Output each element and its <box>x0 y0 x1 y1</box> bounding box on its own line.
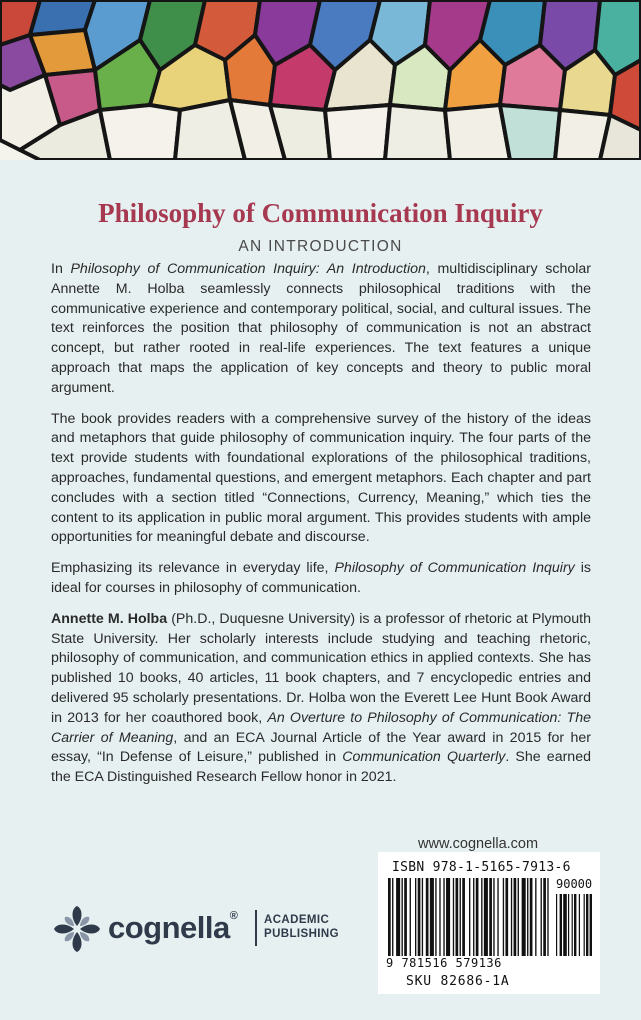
text-span: In <box>51 261 71 277</box>
barcode-bar <box>415 878 416 956</box>
addon-barcode-bar <box>560 894 562 956</box>
cognella-flower-icon <box>52 904 102 954</box>
barcode-bar <box>527 878 528 956</box>
barcode-bar <box>422 878 423 956</box>
brand-name: cognella <box>108 910 230 945</box>
barcode-bar <box>473 878 474 956</box>
barcode-bar <box>396 878 400 956</box>
author-name: Annette M. Holba <box>51 610 168 627</box>
barcode-bar <box>541 878 542 956</box>
addon-barcode-bar <box>579 894 580 956</box>
imprint-line: ACADEMIC <box>264 914 330 926</box>
text-span: . She earned the ECA Distinguished Research Fellow honor in 2021. <box>51 749 591 786</box>
barcode-bar <box>493 878 494 956</box>
text-span: (Ph.D., Duquesne University) is a professor of rhetoric at Plymouth State University. Her scholarly interests include studying and teaching rhetoric, philosophy of communication, and communication ethics in applied contexts. She has published 10 books, 40 articles, 11 book chapters, and 7 encyclopedic entries and delivered 95 scholarly presentations. Dr. Holba won the Everett Lee Hunt Book Award in 2013 for her coauthored book, <box>51 610 592 726</box>
addon-barcode-bar <box>586 894 588 956</box>
barcode-bars <box>378 852 600 994</box>
barcode-bar <box>484 878 488 956</box>
barcode-bar <box>410 878 411 956</box>
barcode-bar <box>530 878 533 956</box>
paragraph-author-bio <box>51 610 591 788</box>
imprint-line: PUBLISHING <box>264 928 339 940</box>
publisher-website: www.cognella.com <box>418 836 539 852</box>
paragraph-intro <box>51 260 591 399</box>
barcode-bar <box>514 878 517 956</box>
book-title-italic: Philosophy of Communication Inquiry <box>334 560 575 577</box>
barcode-bar <box>497 878 498 956</box>
barcode-bar <box>443 878 444 956</box>
barcode-bar <box>511 878 512 956</box>
barcode-bar <box>518 878 519 956</box>
barcode-bar <box>522 878 526 956</box>
barcode-bar <box>460 878 461 956</box>
barcode-bar <box>503 878 504 956</box>
text-span: , and an ECA Journal Article of the Year award in 2015 for her essay, “In Defense of Leisure,” published in <box>51 729 591 766</box>
addon-barcode-bar <box>574 894 576 956</box>
book-subtitle: AN INTRODUCTION <box>238 238 403 255</box>
barcode-label <box>378 852 600 994</box>
addon-barcode-bar <box>572 894 573 956</box>
barcode-bar <box>481 878 482 956</box>
back-cover-description <box>51 260 591 799</box>
paragraph-survey: The book provides readers with a comprehensive survey of the history of the ideas and metaphors that guide philosophy of communication inquiry. The four parts of the text provide students with foundational explorations of the philosophical traditions, approaches, fundamental questions, and emergent metaphors. Each chapter and part concludes with a section titled “Connections, Currency, Meaning,” which ties the content to its application in public moral argument. This provides students with ample opportunities for meaningful debate and discourse. <box>51 410 591 546</box>
barcode-bar <box>535 878 536 956</box>
barcode-bar <box>388 878 391 956</box>
addon-barcode-bar <box>563 894 567 956</box>
barcode-bar <box>489 878 492 956</box>
publisher-imprint <box>264 913 339 941</box>
publisher-logo <box>52 902 362 958</box>
paragraph-relevance <box>51 559 591 599</box>
barcode-bar <box>476 878 479 956</box>
barcode-bar <box>543 878 546 956</box>
barcode-bar <box>453 878 454 956</box>
barcode-bar <box>402 878 403 956</box>
barcode-bar <box>446 878 450 956</box>
isbn-number: ISBN 978-1-5165-7913-6 <box>392 860 571 875</box>
addon-barcode-bar <box>584 894 585 956</box>
addon-barcode-bar <box>590 894 592 956</box>
stained-glass-artwork <box>0 0 641 160</box>
barcode-bar <box>462 878 465 956</box>
addon-barcode-bar <box>568 894 569 956</box>
text-span: , multidisciplinary scholar Annette M. Holba seamlessly connects philosophical traditions with the communicative experience and contemporary political, social, and cultural issues. The text reinforces the position that philosophy of communication is not an abstract concept, but rather rooted in real-life experiences. The text features a unique approach that maps the application of key concepts and theory to public moral argument. <box>51 261 591 396</box>
registered-mark: ® <box>229 910 238 922</box>
barcode-bar <box>547 878 548 956</box>
text-span: is ideal for courses in philosophy of communication. <box>51 560 591 596</box>
barcode-bar <box>430 878 434 956</box>
price-code: 90000 <box>556 877 593 891</box>
logo-divider <box>255 910 257 946</box>
coauthored-book-title: An Overture to Philosophy of Communication: The Carrier of Meaning <box>51 709 591 746</box>
book-title: Philosophy of Communication Inquiry <box>98 198 543 228</box>
barcode-bar <box>435 878 436 956</box>
sku-number: SKU 82686-1A <box>406 974 510 989</box>
barcode-digits: 9 781516 579136 <box>386 956 502 970</box>
barcode-bar <box>505 878 508 956</box>
journal-title: Communication Quarterly <box>342 749 506 766</box>
publisher-brand <box>108 910 237 946</box>
barcode-bar <box>439 878 440 956</box>
barcode-bar <box>418 878 421 956</box>
text-span: Emphasizing its relevance in everyday life, <box>51 560 335 577</box>
barcode-bar <box>392 878 393 956</box>
barcode-bar <box>404 878 407 956</box>
barcode-bar <box>426 878 429 956</box>
book-title-italic: Philosophy of Communication Inquiry: An Introduction <box>70 261 426 277</box>
barcode-bar <box>469 878 470 956</box>
addon-barcode-bar <box>556 894 557 956</box>
barcode-bar <box>456 878 459 956</box>
